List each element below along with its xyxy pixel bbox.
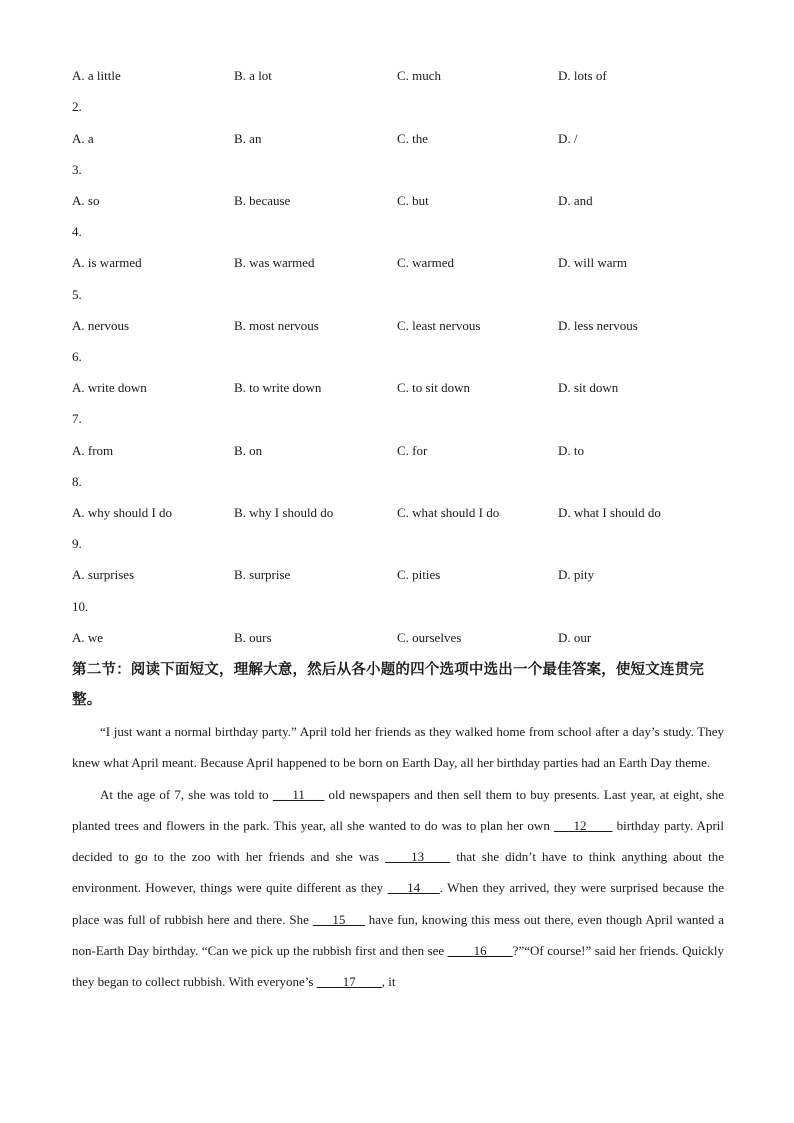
passage-text: , it: [381, 974, 396, 990]
question-number: 7.: [72, 411, 82, 426]
option-b: B. most nervous: [234, 318, 319, 333]
question-1-options: [72, 66, 752, 86]
passage-text: that she didn’t have to think anything about the environment. However, things were quite different as they: [72, 849, 724, 896]
passage-text: At the age of 7, she was told to: [100, 786, 273, 802]
option-c: C. warmed: [397, 255, 455, 270]
question-number: 9.: [72, 536, 82, 551]
passage-paragraph: “I just want a normal birthday party.” April told her friends as they walked home from school after a day’s study. They knew what April meant. Because April happened to be born on Earth Day, all her birthday parties had an Earth Day theme.: [72, 724, 724, 771]
section-title: 第二节：阅读下面短文，理解大意，然后从各小题的四个选项中选出一个最佳答案，使短文连贯完整。: [72, 662, 705, 708]
option-a: A. why should I do: [72, 505, 173, 520]
question-3-options: [72, 191, 752, 211]
question-5-options: [72, 316, 752, 336]
question-number: 10.: [72, 599, 89, 614]
option-c: C. what should I do: [397, 505, 500, 520]
option-d: D. sit down: [558, 380, 619, 395]
option-a: A. is warmed: [72, 255, 142, 270]
option-b: B. because: [234, 193, 291, 208]
option-c: C. pities: [397, 567, 441, 582]
blank-16: ____16____: [447, 943, 513, 959]
option-b: B. was warmed: [234, 255, 315, 270]
question-number: 4.: [72, 224, 82, 239]
option-b: B. an: [234, 131, 262, 146]
option-c: C. ourselves: [397, 630, 462, 645]
question-number: 2.: [72, 99, 82, 114]
option-d: D. pity: [558, 567, 595, 582]
passage-paragraph: [72, 779, 724, 998]
option-d: D. /: [558, 131, 578, 146]
option-d: D. what I should do: [558, 505, 661, 520]
passage-text: have fun, knowing this mess out there, even though April wanted a non-Earth Day birthday. “Can we pick up the rubbish first and then see: [72, 911, 724, 959]
question-number: 5.: [72, 287, 82, 302]
option-a: A. a: [72, 131, 94, 146]
option-d: D. our: [558, 630, 592, 645]
option-a: A. nervous: [72, 318, 130, 333]
option-c: C. but: [397, 193, 429, 208]
option-b: B. why I should do: [234, 505, 334, 520]
passage-text: . When they arrived, they were surprised because the place was full of rubbish here and there. She: [72, 880, 724, 927]
reading-passage: [72, 716, 724, 998]
question-4-options: [72, 253, 752, 273]
option-c: C. the: [397, 131, 429, 146]
option-a: A. a little: [72, 68, 121, 83]
option-c: C. for: [397, 443, 428, 458]
question-2-options: [72, 129, 752, 149]
option-b: B. on: [234, 443, 263, 458]
option-d: D. and: [558, 193, 593, 208]
passage-text: birthday party. April decided to go to the zoo with her friends and she was: [72, 817, 724, 865]
blank-15: ___15___: [312, 911, 365, 927]
question-number: 6.: [72, 349, 82, 364]
option-a: A. surprises: [72, 567, 135, 582]
passage-text: old newspapers and then sell them to buy presents. Last year, at eight, she planted trees and flowers in the park. This year, all she wanted to do was to plan her own: [72, 786, 724, 833]
blank-13: ____13____: [385, 849, 451, 865]
option-c: C. much: [397, 68, 442, 83]
blank-12: ___12____: [553, 817, 613, 833]
blank-11: ___11___: [272, 786, 325, 802]
passage-text: ?”“Of course!” said her friends. Quickly they began to collect rubbish. With everyone’s: [72, 943, 724, 990]
question-number: 8.: [72, 474, 82, 489]
option-c: C. least nervous: [397, 318, 481, 333]
option-a: A. we: [72, 630, 104, 645]
blank-17: ____17____: [316, 974, 382, 990]
option-d: D. will warm: [558, 255, 627, 270]
option-d: D. lots of: [558, 68, 607, 83]
question-9-options: [72, 565, 752, 585]
question-7-options: [72, 441, 752, 461]
question-8-options: [72, 503, 752, 523]
question-6-options: [72, 378, 752, 398]
blank-14: ___14___: [387, 880, 440, 896]
option-a: A. write down: [72, 380, 147, 395]
option-d: D. less nervous: [558, 318, 638, 333]
option-b: B. surprise: [234, 567, 291, 582]
option-b: B. ours: [234, 630, 272, 645]
option-b: B. to write down: [234, 380, 322, 395]
question-10-options: [72, 628, 752, 648]
option-c: C. to sit down: [397, 380, 470, 395]
option-a: A. from: [72, 443, 114, 458]
option-d: D. to: [558, 443, 584, 458]
option-a: A. so: [72, 193, 100, 208]
question-number: 3.: [72, 162, 82, 177]
option-b: B. a lot: [234, 68, 272, 83]
